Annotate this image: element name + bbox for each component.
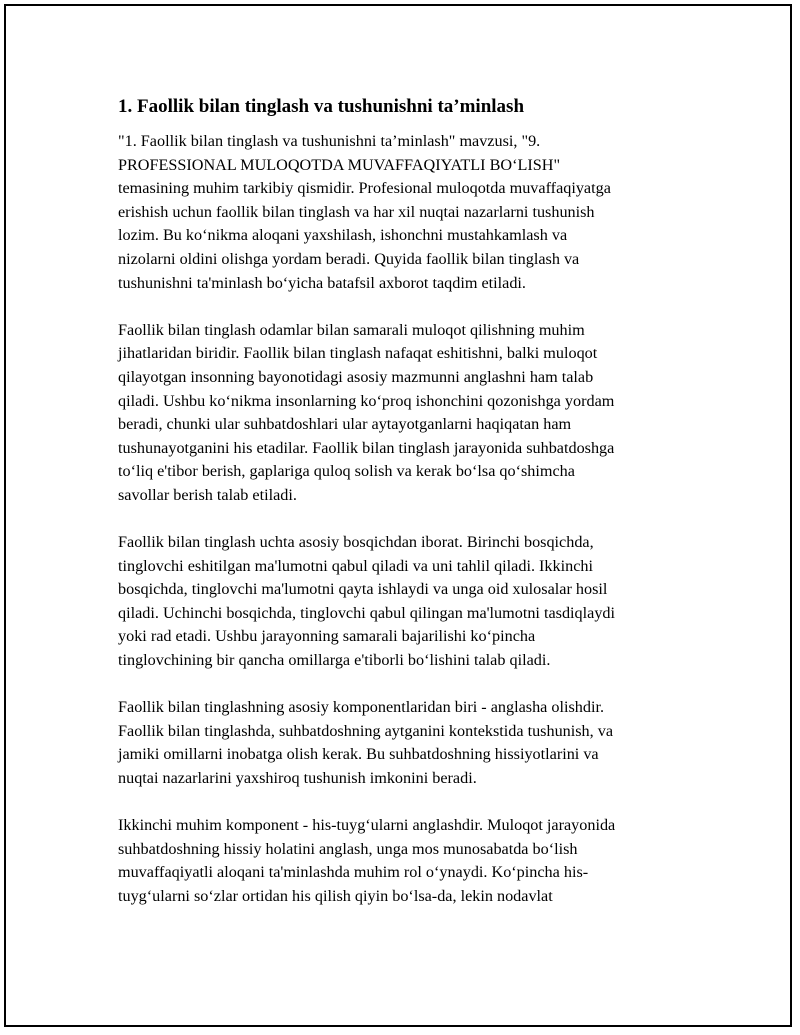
paragraph-active-listening bbox=[118, 319, 686, 508]
text-line: Faollik bilan tinglashda, suhbatdoshning aytganini kontekstida tushunish, va bbox=[118, 721, 614, 740]
text-line: qilayotgan insonning bayonotidagi asosiy mazmunni anglashni ham talab bbox=[118, 367, 594, 386]
paragraph-stages bbox=[118, 531, 686, 673]
paragraph-intro bbox=[118, 130, 686, 295]
text-line: bosqichda, tinglovchi ma'lumotni qayta ishlaydi va unga oid xulosalar hosil bbox=[118, 580, 608, 599]
text-line: beradi, chunki ular suhbatdoshlari ular aytayotganlarni haqiqatan ham bbox=[118, 415, 572, 434]
text-line: Faollik bilan tinglash uchta asosiy bosqichdan iborat. Birinchi bosqichda, bbox=[118, 533, 594, 552]
text-line: to‘liq e'tibor berish, gaplariga quloq solish va kerak bo‘lsa qo‘shimcha bbox=[118, 462, 575, 481]
text-line: PROFESSIONAL MULOQOTDA MUVAFFAQIYATLI BO‘LISH" bbox=[118, 155, 561, 174]
text-line: "1. Faollik bilan tinglash va tushunishni ta’minlash" mavzusi, "9. bbox=[118, 132, 541, 150]
text-line: Ikkinchi muhim komponent - his-tuyg‘ularni anglashdir. Muloqot jarayonida bbox=[118, 816, 616, 835]
text-line: suhbatdoshning hissiy holatini anglash, unga mos munosabatda bo‘lish bbox=[118, 839, 578, 858]
text-line: tushunayotganini his etadilar. Faollik bilan tinglash jarayonida suhbatdoshga bbox=[118, 438, 615, 457]
text-line: Faollik bilan tinglashning asosiy komponentlaridan biri - anglasha olishdir. bbox=[118, 698, 605, 717]
paragraph-emotions bbox=[118, 814, 686, 908]
text-line: lozim. Bu ko‘nikma aloqani yaxshilash, ishonchni mustahkamlash va bbox=[118, 226, 568, 245]
text-line: qiladi. Uchinchi bosqichda, tinglovchi qabul qilingan ma'lumotni tasdiqlaydi bbox=[118, 603, 616, 622]
text-line: temasining muhim tarkibiy qismidir. Profesional muloqotda muvaffaqiyatga bbox=[118, 179, 611, 198]
text-line: muvaffaqiyatli aloqani ta'minlashda muhim rol o‘ynaydi. Ko‘pincha his- bbox=[118, 863, 589, 882]
text-line: tinglovchi eshitilgan ma'lumotni qabul qiladi va uni tahlil qiladi. Ikkinchi bbox=[118, 556, 593, 575]
text-line: jihatlaridan biridir. Faollik bilan tinglash nafaqat eshitishni, balki muloqot bbox=[118, 344, 598, 363]
text-line: qiladi. Ushbu ko‘nikma insonlarning ko‘proq ishonchini qozonishga yordam bbox=[118, 391, 615, 410]
document-body bbox=[118, 94, 686, 932]
text-line: Faollik bilan tinglash odamlar bilan samarali muloqot qilishning muhim bbox=[118, 320, 585, 339]
text-line: erishish uchun faollik bilan tinglash va har xil nuqtai nazarlarni tushunish bbox=[118, 202, 595, 221]
text-line: yoki rad etadi. Ushbu jarayonning samarali bajarilishi ko‘pincha bbox=[118, 627, 536, 646]
section-heading: 1. Faollik bilan tinglash va tushunishni ta’minlash bbox=[118, 96, 525, 117]
text-line: savollar berish talab etiladi. bbox=[118, 485, 297, 504]
text-line: jamiki omillarni inobatga olish kerak. Bu suhbatdoshning hissiyotlarini va bbox=[118, 745, 599, 764]
text-line: nuqtai nazarlarini yaxshiroq tushunish imkonini beradi. bbox=[118, 769, 477, 788]
text-line: tushunishni ta'minlash bo‘yicha batafsil axborot taqdim etiladi. bbox=[118, 273, 526, 292]
text-line: nizolarni oldini olishga yordam beradi. Quyida faollik bilan tinglash va bbox=[118, 249, 580, 268]
text-line: tinglovchining bir qancha omillarga e'tiborli bo‘lishini talab qiladi. bbox=[118, 651, 551, 670]
text-line: tuyg‘ularni so‘zlar ortidan his qilish qiyin bo‘lsa-da, lekin nodavlat bbox=[118, 887, 553, 905]
paragraph-understanding bbox=[118, 696, 686, 790]
